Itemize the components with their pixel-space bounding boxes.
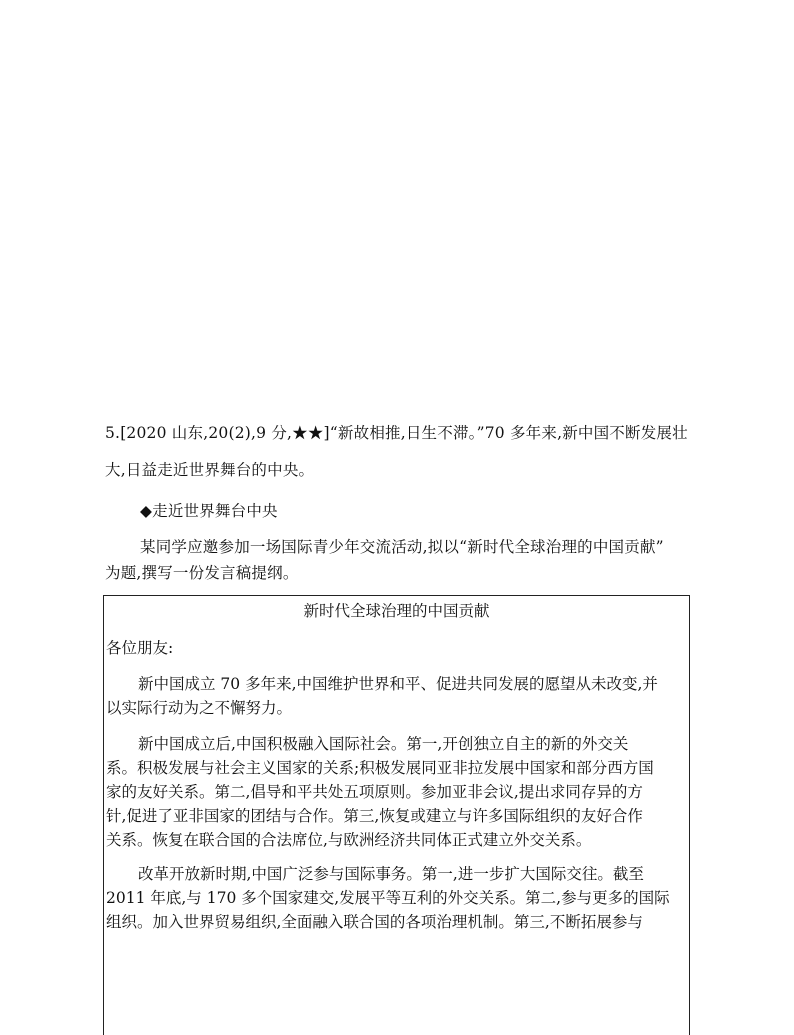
- paragraph-line: 针,促进了亚非国家的团结与合作。第三,恢复或建立与许多国际组织的友好合作: [106, 807, 643, 825]
- paragraph-line: 组织。加入世界贸易组织,全面融入联合国的各项治理机制。第三,不断拓展参与: [106, 913, 643, 931]
- paragraph-line: 新中国成立 70 多年来,中国维护世界和平、促进共同发展的愿望从未改变,并: [138, 675, 658, 693]
- speech-greeting: 各位朋友:: [106, 639, 174, 657]
- paragraph-line: 系。积极发展与社会主义国家的关系;积极发展同亚非拉发展中国家和部分西方国: [106, 759, 654, 777]
- intro-text-line-2: 为题,撰写一份发言稿提纲。: [105, 564, 299, 582]
- speech-paragraph-3: [106, 862, 686, 934]
- intro-text-line-1: 某同学应邀参加一场国际青少年交流活动,拟以“新时代全球治理的中国贡献”: [140, 538, 664, 556]
- question-text-line-1: 5.[2020 山东,20(2),9 分,★★]“新故相推,日生不滞。”70 多年来,新中国不断发展壮: [105, 424, 688, 442]
- paragraph-line: 改革开放新时期,中国广泛参与国际事务。第一,进一步扩大国际交往。截至: [138, 865, 644, 883]
- question-text-line-2: 大,日益走近世界舞台的中央。: [105, 461, 315, 479]
- paragraph-line: 以实际行动为之不懈努力。: [106, 699, 293, 717]
- paragraph-line: 家的友好关系。第二,倡导和平共处五项原则。参加亚非会议,提出求同存异的方: [106, 783, 643, 801]
- paragraph-line: 关系。恢复在联合国的合法席位,与欧洲经济共同体正式建立外交关系。: [106, 831, 592, 849]
- speech-paragraph-1: [106, 672, 686, 720]
- paragraph-line: 新中国成立后,中国积极融入国际社会。第一,开创独立自主的新的外交关: [138, 735, 629, 753]
- speech-title: 新时代全球治理的中国贡献: [303, 602, 490, 620]
- paragraph-line: 2011 年底,与 170 多个国家建交,发展平等互利的外交关系。第二,参与更多的国际: [106, 889, 670, 907]
- speech-paragraph-2: [106, 732, 686, 852]
- speech-outline-box: [103, 595, 690, 1035]
- section-heading: ◆走近世界舞台中央: [140, 502, 278, 520]
